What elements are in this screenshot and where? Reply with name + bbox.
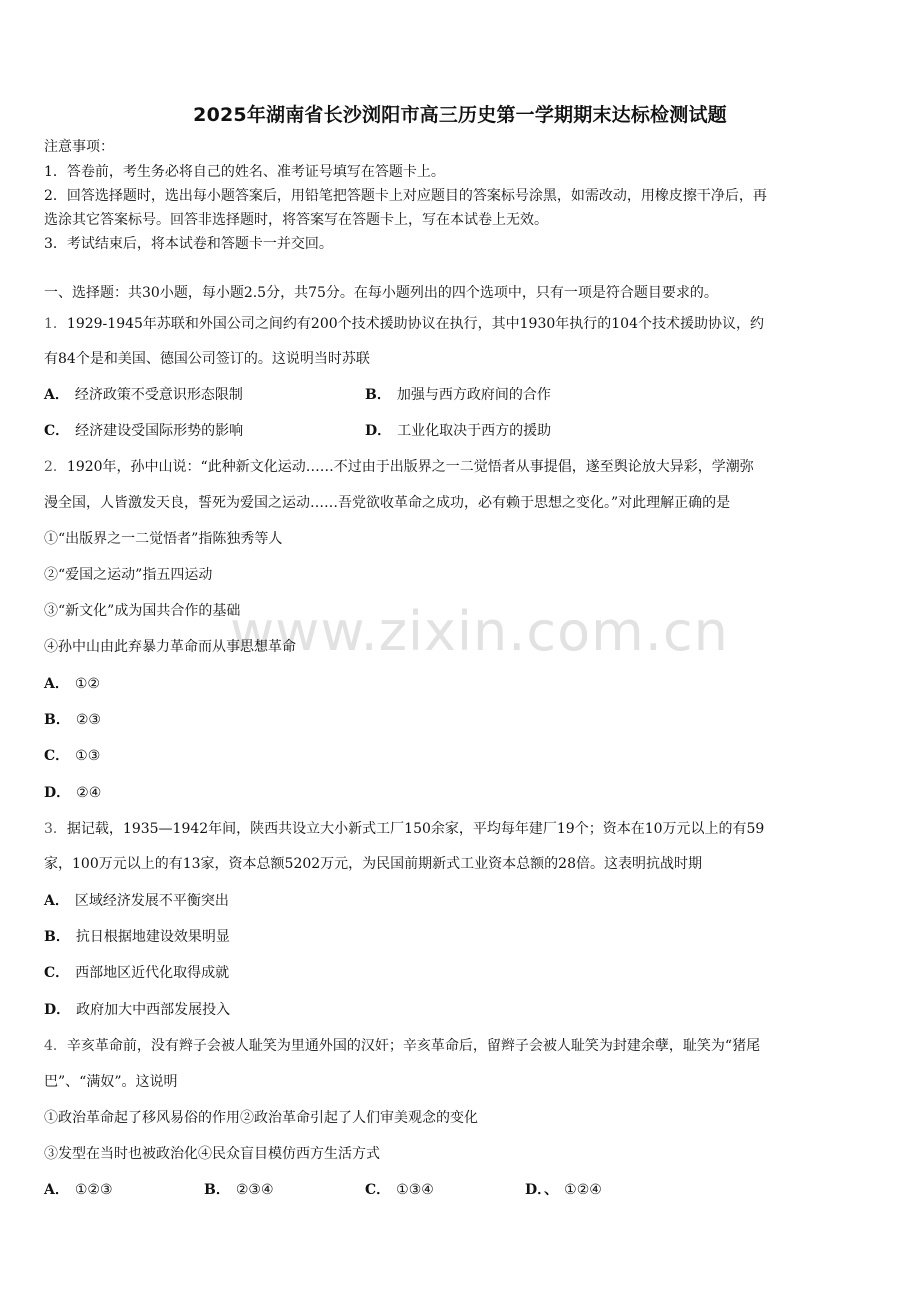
option-c[interactable] — [44, 746, 100, 766]
option-label: B． — [44, 712, 70, 728]
option-text: 加强与西方政府间的合作 — [396, 387, 551, 403]
option-label: A． — [44, 387, 69, 403]
notice-item: 选涂其它答案标号。回答非选择题时，将答案写在答题卡上，写在本试卷上无效。 — [44, 212, 548, 228]
option-c[interactable] — [44, 421, 243, 441]
option-text: 政府加大中西部发展投入 — [76, 1002, 231, 1018]
notice-item: 1．答卷前，考生务必将自己的姓名、准考证号填写在答题卡上。 — [44, 164, 445, 180]
option-text: 抗日根据地建设效果明显 — [75, 929, 230, 945]
option-label: A． — [44, 893, 69, 909]
option-label: D．、 — [525, 1182, 559, 1198]
option-text: 区域经济发展不平衡突出 — [74, 893, 229, 909]
option-text: ①③ — [75, 748, 101, 764]
option-text: 工业化取决于西方的援助 — [397, 423, 552, 439]
option-label: A． — [44, 676, 69, 692]
option-label: B． — [204, 1182, 230, 1198]
question-text: 辛亥革命前，没有辫子会被人耻笑为里通外国的汉奸；辛亥革命后，留辫子会被人耻笑为封建余孽，耻笑为“猪尾 — [66, 1038, 761, 1054]
option-d[interactable] — [44, 1000, 230, 1020]
question-2-stem — [44, 457, 880, 477]
option-b[interactable] — [44, 710, 101, 730]
option-text: 西部地区近代化取得成就 — [75, 965, 230, 981]
question-number: 2． — [44, 459, 67, 475]
notice-heading: 注意事项： — [44, 139, 114, 155]
question-text: 漫全国，人皆激发天良，誓死为爱国之运动……吾党欲收革命之成功，必有赖于思想之变化。”对此理解正确的是 — [44, 495, 731, 511]
section-header: 一、选择题：共30小题，每小题2.5分，共75分。在每小题列出的四个选项中，只有一项是符合题目要求的。 — [44, 285, 718, 301]
option-b[interactable] — [44, 927, 230, 947]
question-text: 巴”、“满奴”。这说明 — [44, 1074, 178, 1090]
option-a[interactable] — [44, 891, 229, 911]
watermark: www.zixin.com.cn — [230, 600, 729, 663]
question-number: 4． — [44, 1038, 67, 1054]
option-text: ①②③ — [74, 1182, 113, 1198]
option-text: ①③④ — [396, 1182, 434, 1198]
statement: ②“爱国之运动”指五四运动 — [44, 567, 213, 583]
option-label: C． — [44, 965, 70, 981]
question-number: 1． — [44, 316, 67, 332]
option-text: ①② — [74, 676, 100, 692]
option-c[interactable] — [365, 1180, 434, 1200]
question-4-stem — [44, 1036, 880, 1056]
option-b[interactable] — [204, 1180, 274, 1200]
question-text: 1920年，孙中山说：“此种新文化运动……不过由于出版界之一二觉悟者从事提倡，遂至舆论放大异彩，学潮弥 — [66, 459, 754, 475]
option-label: C． — [44, 423, 70, 439]
question-text: 有84个是和美国、德国公司签订的。这说明当时苏联 — [44, 351, 370, 367]
statement: ③发型在当时也被政治化④民众盲目模仿西方生活方式 — [44, 1146, 380, 1162]
notice-item: 2．回答选择题时，选出每小题答案后，用铅笔把答题卡上对应题目的答案标号涂黑，如需改动，用橡皮擦干净后，再 — [44, 188, 767, 204]
question-text: 家，100万元以上的有13家，资本总额5202万元，为民国前期新式工业资本总额的28倍。这表明抗战时期 — [44, 856, 702, 872]
question-1-stem — [44, 314, 880, 334]
statement: ③“新文化”成为国共合作的基础 — [44, 603, 241, 619]
question-text: 据记载，1935—1942年间，陕西共设立大小新式工厂150余家，平均每年建厂19个；资本在10万元以上的有59 — [66, 821, 765, 837]
option-label: C． — [365, 1182, 391, 1198]
statement: ①“出版界之一二觉悟者”指陈独秀等人 — [44, 531, 283, 547]
option-label: D． — [365, 423, 392, 439]
option-c[interactable] — [44, 963, 229, 983]
option-b[interactable] — [365, 385, 551, 405]
option-a[interactable] — [44, 674, 100, 694]
option-text: ②③④ — [235, 1182, 274, 1198]
option-a[interactable] — [44, 1180, 113, 1200]
option-d[interactable] — [365, 421, 551, 441]
option-text: 经济政策不受意识形态限制 — [74, 387, 243, 403]
option-d[interactable] — [44, 783, 101, 803]
option-label: B． — [365, 387, 391, 403]
option-text: ②④ — [76, 785, 102, 801]
option-a[interactable] — [44, 385, 243, 405]
notice-item: 3．考试结束后，将本试卷和答题卡一并交回。 — [44, 236, 333, 252]
option-label: B． — [44, 929, 70, 945]
question-3-stem — [44, 819, 880, 839]
option-text: ①②④ — [564, 1182, 602, 1198]
statement: ④孙中山由此弃暴力革命而从事思想革命 — [44, 639, 296, 655]
statement: ①政治革命起了移风易俗的作用②政治革命引起了人们审美观念的变化 — [44, 1110, 478, 1126]
option-label: A． — [44, 1182, 69, 1198]
option-label: C． — [44, 748, 70, 764]
option-text: ②③ — [75, 712, 101, 728]
page-title: 2025年湖南省长沙浏阳市高三历史第一学期期末达标检测试题 — [193, 104, 727, 126]
option-text: 经济建设受国际形势的影响 — [75, 423, 244, 439]
option-d[interactable] — [525, 1180, 602, 1200]
option-label: D． — [44, 1002, 71, 1018]
option-label: D． — [44, 785, 71, 801]
question-text: 1929-1945年苏联和外国公司之间约有200个技术援助协议在执行，其中1930年执行的104个技术援助协议，约 — [66, 316, 764, 332]
question-number: 3． — [44, 821, 67, 837]
